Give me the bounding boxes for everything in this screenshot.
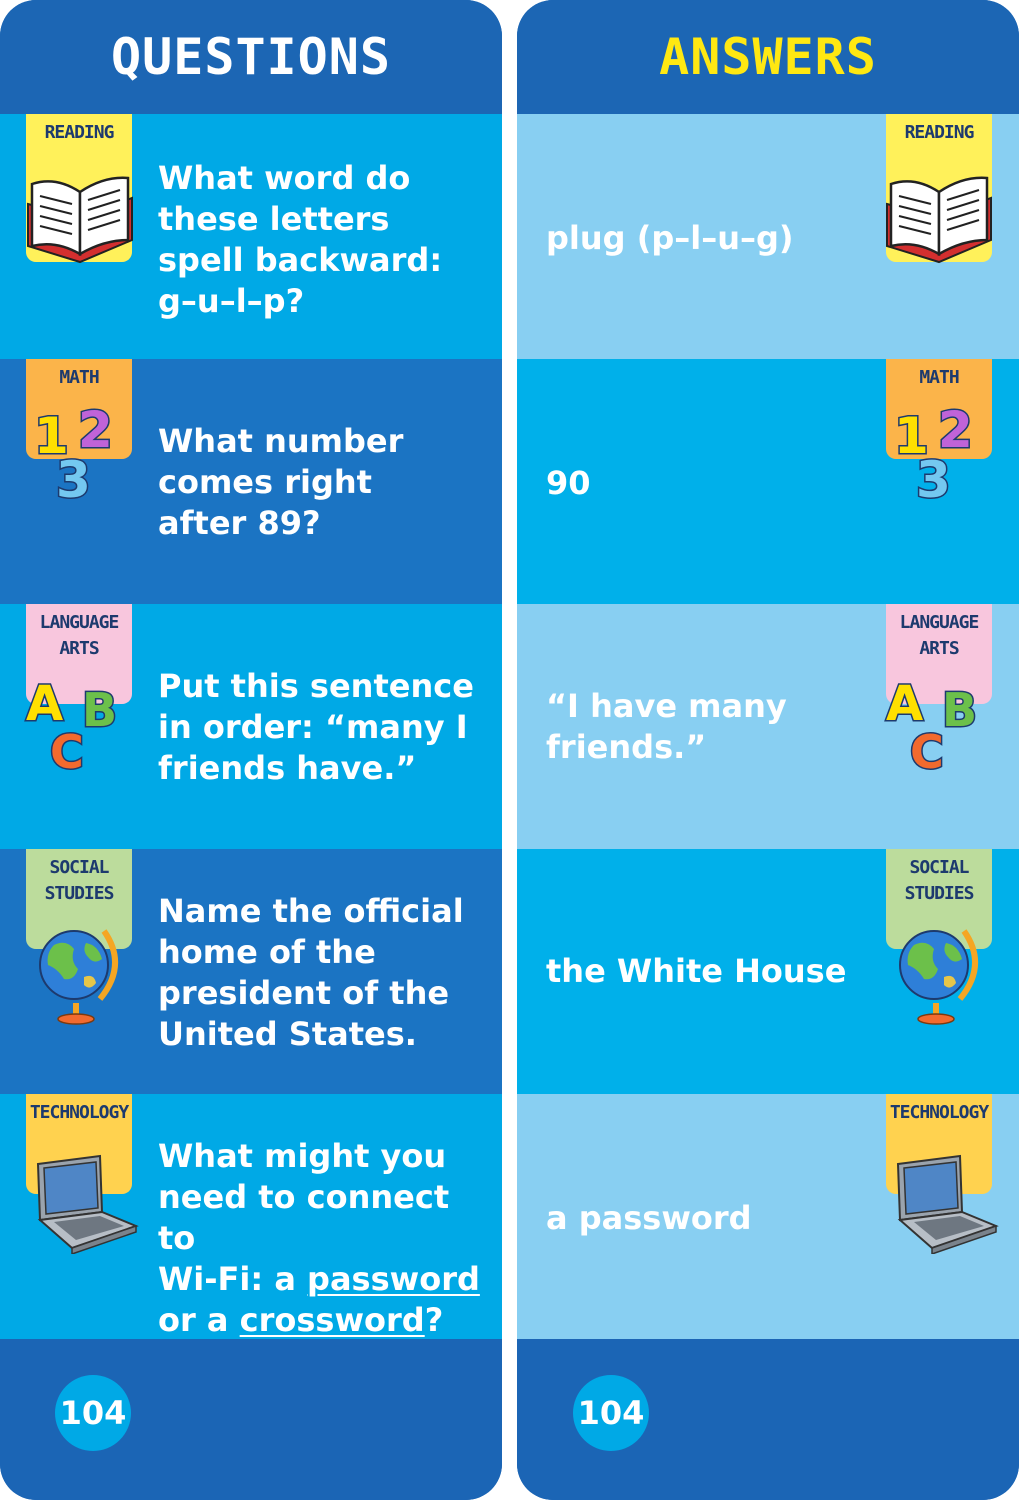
- answer-text-reading: [546, 218, 866, 259]
- answer-text-language-arts: [546, 686, 866, 768]
- question-line: friends have.”: [158, 749, 417, 787]
- question-line: What number: [158, 422, 404, 460]
- question-row-reading: [0, 114, 502, 359]
- question-line: United States.: [158, 1015, 417, 1053]
- question-line: [158, 1300, 480, 1341]
- open-book-icon: [20, 170, 140, 266]
- answer-text-social-studies: [546, 951, 866, 992]
- option-password: password: [307, 1260, 480, 1298]
- question-row-math: [0, 359, 502, 604]
- option-crossword: crossword: [239, 1301, 425, 1339]
- letters-abc-icon: [884, 672, 994, 772]
- question-line: after 89?: [158, 504, 321, 542]
- svg-text:3: 3: [916, 451, 951, 507]
- question-text-reading: [158, 158, 480, 322]
- svg-text:A: A: [886, 676, 924, 732]
- svg-text:B: B: [942, 683, 978, 737]
- questions-title: QUESTIONS: [111, 28, 391, 86]
- svg-text:3: 3: [56, 451, 91, 507]
- social-studies-tab-label: SOCIAL STUDIES: [904, 857, 974, 904]
- question-line: What word do: [158, 159, 411, 197]
- svg-text:2: 2: [938, 401, 973, 459]
- svg-text:1: 1: [894, 407, 929, 465]
- answer-line: plug (p–l–u–g): [546, 219, 794, 257]
- language-arts-tab-label: LANGUAGE ARTS: [39, 612, 119, 659]
- question-line: [158, 1259, 480, 1300]
- technology-tab-label: TECHNOLOGY: [29, 1102, 129, 1123]
- question-line: spell backward:: [158, 241, 443, 279]
- laptop-icon: [888, 1154, 1000, 1254]
- numbers-123-icon: [890, 397, 986, 507]
- reading-tab-label: READING: [904, 122, 974, 143]
- question-line: home of the: [158, 933, 376, 971]
- svg-text:C: C: [910, 725, 944, 772]
- page-number-badge: 104: [573, 1375, 649, 1451]
- math-tab-label: MATH: [59, 367, 99, 388]
- answer-text-math: [546, 463, 866, 504]
- letters-abc-icon: [24, 672, 134, 772]
- page-number-badge: 104: [55, 1375, 131, 1451]
- questions-header: [0, 0, 502, 114]
- question-text-technology: [158, 1136, 480, 1341]
- answers-title: ANSWERS: [659, 28, 877, 86]
- language-arts-tab-label: LANGUAGE ARTS: [899, 612, 979, 659]
- social-studies-tab-label: SOCIAL STUDIES: [44, 857, 114, 904]
- answer-line: a password: [546, 1199, 752, 1237]
- question-line: comes right: [158, 463, 372, 501]
- question-text-language-arts: [158, 666, 480, 789]
- answer-line: friends.”: [546, 728, 707, 766]
- question-line: g–u–l–p?: [158, 282, 305, 320]
- laptop-icon: [28, 1154, 140, 1254]
- question-row-technology: [0, 1094, 502, 1339]
- answer-line: the White House: [546, 952, 847, 990]
- question-text-social-studies: [158, 891, 480, 1055]
- question-row-language-arts: [0, 604, 502, 849]
- answer-row-reading: [517, 114, 1019, 359]
- svg-text:B: B: [82, 683, 118, 737]
- question-line: these letters: [158, 200, 390, 238]
- question-line: president of the: [158, 974, 450, 1012]
- answers-card: [517, 0, 1019, 1500]
- answers-header: [517, 0, 1019, 114]
- question-line: What might you: [158, 1137, 447, 1175]
- svg-text:1: 1: [34, 407, 69, 465]
- numbers-123-icon: [30, 397, 126, 507]
- answer-row-technology: [517, 1094, 1019, 1339]
- answer-row-math: [517, 359, 1019, 604]
- reading-tab-label: READING: [44, 122, 114, 143]
- globe-icon: [34, 921, 120, 1027]
- question-fragment: Wi-Fi: a: [158, 1260, 308, 1298]
- question-fragment: ?: [424, 1301, 444, 1339]
- questions-card: [0, 0, 502, 1500]
- question-line: Put this sentence: [158, 667, 474, 705]
- questions-footer: [0, 1339, 502, 1500]
- answer-text-technology: [546, 1198, 866, 1239]
- answer-row-language-arts: [517, 604, 1019, 849]
- svg-text:2: 2: [78, 401, 113, 459]
- answers-footer: [517, 1339, 1019, 1500]
- answer-row-social-studies: [517, 849, 1019, 1094]
- question-row-social-studies: [0, 849, 502, 1094]
- open-book-icon: [879, 170, 999, 266]
- question-fragment: or a: [158, 1301, 240, 1339]
- technology-tab-label: TECHNOLOGY: [889, 1102, 989, 1123]
- svg-text:A: A: [26, 676, 64, 732]
- svg-text:C: C: [50, 725, 84, 772]
- question-text-math: [158, 421, 480, 544]
- globe-icon: [894, 921, 980, 1027]
- question-line: in order: “many I: [158, 708, 468, 746]
- question-line: Name the official: [158, 892, 464, 930]
- answer-line: “I have many: [546, 687, 787, 725]
- math-tab-label: MATH: [919, 367, 959, 388]
- question-line: need to connect to: [158, 1178, 450, 1257]
- answer-line: 90: [546, 464, 591, 502]
